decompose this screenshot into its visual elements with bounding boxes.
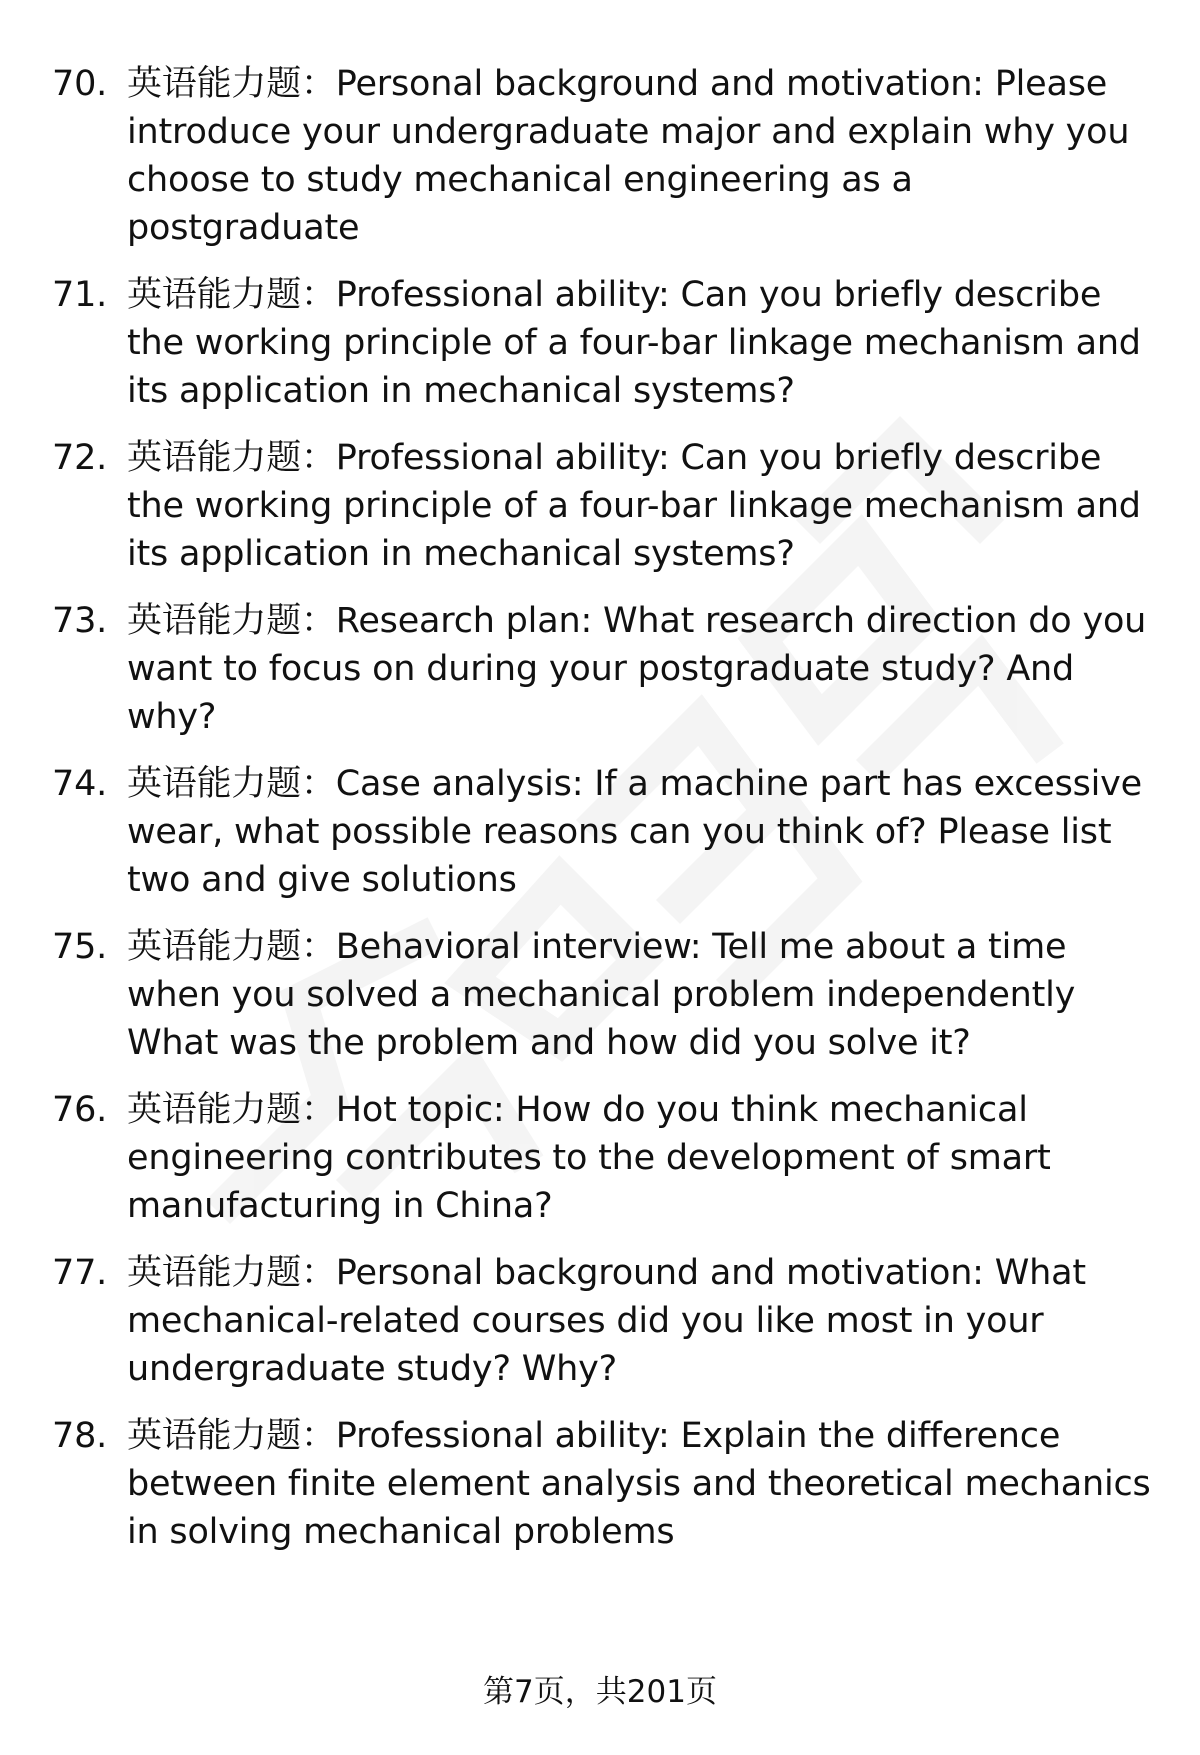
question-number: 75. — [52, 927, 108, 967]
question-text: 英语能力题：Case analysis: If a machine part has excessive wear, what possible reasons can you think of? Please list two and give solutions — [127, 764, 1143, 900]
question-text: 英语能力题：Personal background and motivation: What mechanical-related courses did you like most in your undergraduate study? Why? — [127, 1253, 1086, 1389]
question-item — [52, 1086, 1152, 1230]
question-text: 英语能力题：Hot topic: How do you think mechanical engineering contributes to the development of smart manufacturing in China? — [127, 1090, 1051, 1226]
question-text: 英语能力题：Personal background and motivation: Please introduce your undergraduate major and explain why you choose to study mechanical engineering as a postgraduate — [127, 64, 1130, 248]
question-text: 英语能力题：Professional ability: Can you briefly describe the working principle of a four-bar linkage mechanism and its application in mechanical systems? — [127, 275, 1141, 411]
question-item — [52, 760, 1152, 904]
question-item — [52, 597, 1152, 741]
question-item — [52, 1412, 1152, 1556]
question-item — [52, 434, 1152, 578]
question-list — [52, 60, 1152, 1575]
question-number: 74. — [52, 764, 108, 804]
question-text: 英语能力题：Professional ability: Can you briefly describe the working principle of a four-bar linkage mechanism and its application in mechanical systems? — [127, 438, 1141, 574]
question-number: 72. — [52, 438, 108, 478]
question-text: 英语能力题：Behavioral interview: Tell me about a time when you solved a mechanical problem independently What was the problem and how did you solve it? — [127, 927, 1076, 1063]
question-number: 77. — [52, 1253, 108, 1293]
question-text: 英语能力题：Research plan: What research direction do you want to focus on during your postgraduate study? And why? — [127, 601, 1147, 737]
question-item — [52, 923, 1152, 1067]
question-item — [52, 1249, 1152, 1393]
question-number: 76. — [52, 1090, 108, 1130]
question-number: 78. — [52, 1416, 108, 1456]
question-item — [52, 271, 1152, 415]
question-item — [52, 60, 1152, 252]
question-number: 71. — [52, 275, 108, 315]
question-text: 英语能力题：Professional ability: Explain the difference between finite element analysis and theoretical mechanics in solving mechanical problems — [127, 1416, 1151, 1552]
question-number: 70. — [52, 64, 108, 104]
page-number-footer: 第7页，共201页 — [483, 1674, 717, 1710]
question-number: 73. — [52, 601, 108, 641]
